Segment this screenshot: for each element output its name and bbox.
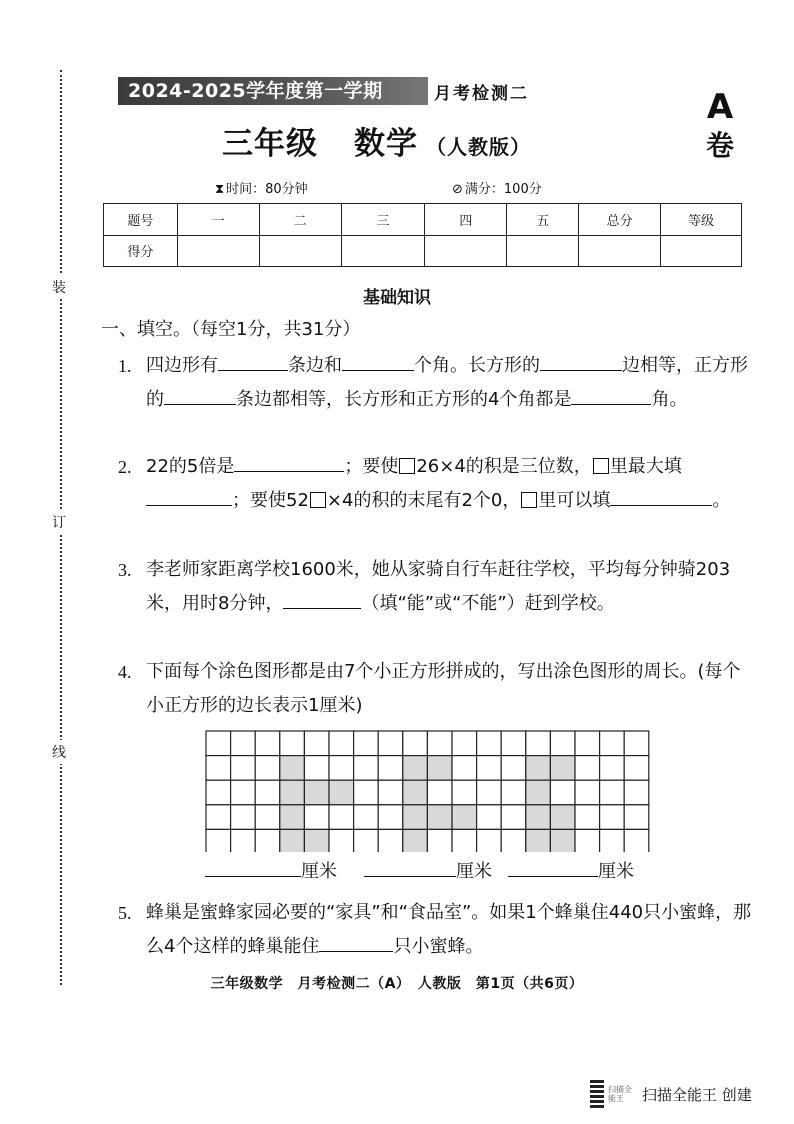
grid-cell [255, 731, 280, 756]
unit-label: 厘米 [456, 861, 492, 882]
grid-cell [501, 829, 526, 852]
question-text: ×4的积的末尾有2个0， [326, 490, 521, 511]
shaded-grid-cell [403, 756, 428, 781]
binding-char-ding: 订 [52, 510, 66, 534]
grid-cell [575, 756, 600, 781]
grid-cell [378, 829, 403, 852]
perimeter-answer-2 [364, 857, 492, 883]
part-heading: 一、填空。（每空1分，共31分） [101, 319, 361, 340]
digit-box [521, 492, 537, 508]
grid-cell [354, 780, 379, 805]
shaded-grid-cell [280, 780, 305, 805]
grid-cell [501, 731, 526, 756]
grid-cell [354, 829, 379, 852]
grid-cell [206, 829, 231, 852]
grid-cell [452, 756, 477, 781]
grid-cell [477, 731, 502, 756]
grid-cell [378, 780, 403, 805]
scanner-action: 创建 [721, 1085, 752, 1104]
grid-cell [550, 780, 575, 805]
grid-cell [477, 756, 502, 781]
shaded-grid-cell [526, 805, 551, 830]
binding-char-zhuang: 装 [52, 275, 66, 299]
score-table-score-row [104, 235, 742, 267]
question-text: 条边和 [288, 355, 342, 376]
scanner-label: 扫描全能王 [642, 1085, 718, 1104]
grid-cell [378, 756, 403, 781]
grid-cell [255, 829, 280, 852]
grid-cell [304, 805, 329, 830]
grid-cell [329, 829, 354, 852]
question-text: ；要使 [344, 456, 399, 477]
grid-cell [427, 731, 452, 756]
perimeter-answer-1 [205, 857, 337, 883]
question-text: 个角。长方形的 [414, 355, 540, 376]
grid-cell [477, 780, 502, 805]
paper-letter: A [706, 87, 734, 127]
table-cell: 三 [341, 204, 425, 236]
grid-cell [624, 731, 649, 756]
grid-cell [280, 731, 305, 756]
question-text: ；要使52 [232, 490, 309, 511]
question-4 [118, 655, 758, 723]
full-score-text: 满分：100分 [464, 182, 542, 197]
shaded-grid-cell [550, 829, 575, 852]
question-text: 里最大填 [609, 456, 682, 477]
answer-blank[interactable] [164, 385, 236, 405]
grid-cell [624, 829, 649, 852]
grid-cell [354, 756, 379, 781]
grid-cell [624, 756, 649, 781]
grid-cell [452, 829, 477, 852]
grid-cell [255, 780, 280, 805]
question-text: 。 [712, 490, 731, 511]
shaded-grid-cell [550, 805, 575, 830]
grid-cell [231, 780, 256, 805]
question-text: 26×4的积是三位数， [416, 456, 592, 477]
grid-cell [206, 780, 231, 805]
shaded-grid-cell [427, 756, 452, 781]
answer-blank[interactable] [508, 857, 598, 877]
table-cell: 题号 [104, 204, 178, 236]
shaded-grid-cell [329, 780, 354, 805]
table-cell: 四 [425, 204, 507, 236]
term-banner: 2024-2025学年度第一学期 [118, 77, 428, 105]
grid-cell [427, 829, 452, 852]
answer-blank[interactable] [571, 385, 651, 405]
table-cell: 总分 [579, 204, 661, 236]
score-cell[interactable] [259, 235, 341, 267]
grid-cell [231, 829, 256, 852]
question-5 [118, 896, 758, 964]
question-1 [118, 349, 758, 417]
shaded-grid-cell [526, 756, 551, 781]
score-cell[interactable] [341, 235, 425, 267]
question-text: 条边都相等，长方形和正方形的4个角都是 [236, 389, 572, 410]
shaded-grid-cell [280, 805, 305, 830]
shaded-grid-cell [280, 829, 305, 852]
page-title [222, 118, 531, 163]
question-text: 22的5倍是 [146, 456, 235, 477]
scanner-logo-text: 扫描全能王 [608, 1085, 632, 1103]
section-title: 基础知识 [363, 288, 431, 308]
grid-cell [304, 756, 329, 781]
grid-cell [206, 805, 231, 830]
question-number: 4. [118, 662, 132, 682]
grid-cell [452, 731, 477, 756]
grid-cell [550, 731, 575, 756]
grid-cell [600, 780, 625, 805]
question-text: 里可以填 [538, 490, 611, 511]
answer-blank[interactable] [234, 452, 344, 472]
grid-cell [600, 829, 625, 852]
answer-blank[interactable] [540, 351, 622, 371]
shaded-grid-cell [403, 805, 428, 830]
unit-label: 厘米 [598, 861, 634, 882]
scanner-watermark [590, 1080, 752, 1108]
grid-cell [206, 756, 231, 781]
shaded-grid-cell [403, 829, 428, 852]
grid-cell [354, 731, 379, 756]
grid-cell [526, 731, 551, 756]
question-3 [118, 553, 758, 621]
table-cell: 一 [177, 204, 259, 236]
shaded-grid-cell [304, 829, 329, 852]
question-text: 蜂巢是蜜蜂家园必要的“家具”和“食品室”。如果1个蜂巢住440只小蜜蜂，那么4个这样的蜂巢能住 [146, 902, 752, 957]
grid-cell [378, 731, 403, 756]
grid-cell [624, 780, 649, 805]
answer-blank[interactable] [319, 932, 393, 952]
grid-cell [255, 805, 280, 830]
grid-cell [624, 805, 649, 830]
shaded-grid-cell [304, 780, 329, 805]
grid-cell [231, 805, 256, 830]
grid-cell [304, 731, 329, 756]
question-text: 李老师家距离学校1600米，她从家骑自行车赶往学校，平均每分钟骑203米，用时8分钟， [146, 559, 731, 614]
grid-cell [575, 829, 600, 852]
grid-cell [329, 805, 354, 830]
grid-cell [231, 731, 256, 756]
square-grid-figure [205, 730, 653, 852]
score-cell[interactable] [177, 235, 259, 267]
table-cell: 等级 [661, 204, 742, 236]
question-body: 下面每个涂色图形都是由7个小正方形拼成的，写出涂色图形的周长。(每个小正方形的边长表示1厘米) [146, 661, 741, 716]
question-text: 角。 [651, 389, 688, 410]
grid-cell [206, 731, 231, 756]
grid-cell [255, 756, 280, 781]
grid-cell [231, 756, 256, 781]
grid-cell [452, 780, 477, 805]
grid-cell [600, 805, 625, 830]
grid-cell [329, 756, 354, 781]
digit-box [310, 492, 326, 508]
question-text: （填“能”或“不能”）赶到学校。 [361, 593, 615, 614]
question-text: 只小蜜蜂。 [393, 936, 484, 957]
exam-name: 月考检测二 [434, 84, 529, 104]
score-cell[interactable] [661, 235, 742, 267]
grid-cell [600, 756, 625, 781]
grid-cell [378, 805, 403, 830]
grid-cell [501, 780, 526, 805]
question-body [146, 896, 758, 964]
grid-cell [329, 731, 354, 756]
binding-char-xian: 线 [52, 740, 66, 764]
grid-cell [477, 829, 502, 852]
hourglass-icon: ⧗ [215, 182, 225, 197]
score-table [103, 203, 742, 267]
paper-version-mark [700, 88, 740, 166]
table-cell: 得分 [104, 235, 178, 267]
grid-cell [501, 756, 526, 781]
grid-cell [575, 731, 600, 756]
answer-blank[interactable] [205, 857, 301, 877]
check-circle-icon: ⊘ [452, 182, 463, 197]
question-number: 2. [118, 457, 132, 477]
paper-suffix: 卷 [705, 129, 734, 162]
score-cell[interactable] [507, 235, 579, 267]
question-body [146, 349, 758, 417]
page-footer: 三年级数学 月考检测二（A） 人教版 第1页（共6页） [210, 976, 584, 992]
shaded-grid-cell [550, 756, 575, 781]
score-cell[interactable] [425, 235, 507, 267]
grid-cell [501, 805, 526, 830]
grid-cell [403, 731, 428, 756]
edition-label: （人教版） [426, 135, 531, 159]
shaded-grid-cell [452, 805, 477, 830]
qr-code-icon [590, 1080, 604, 1108]
shaded-grid-cell [280, 756, 305, 781]
grid-cell [575, 780, 600, 805]
grid-cell [427, 780, 452, 805]
grade-label: 三年级 [222, 126, 318, 162]
table-cell: 五 [507, 204, 579, 236]
shaded-grid-cell [427, 805, 452, 830]
question-text: 边相等，正方形的 [146, 355, 748, 410]
question-2 [118, 450, 758, 518]
table-cell: 二 [259, 204, 341, 236]
question-body [146, 450, 758, 518]
answer-blank[interactable] [218, 351, 288, 371]
answer-blank[interactable] [610, 486, 712, 506]
score-info [452, 178, 542, 197]
unit-label: 厘米 [301, 861, 337, 882]
question-number: 3. [118, 560, 132, 580]
score-table-header-row [104, 204, 742, 236]
grid-cell [354, 805, 379, 830]
answer-blank[interactable] [364, 857, 456, 877]
question-body [146, 553, 758, 621]
time-info [215, 178, 308, 197]
answer-blank[interactable] [283, 589, 361, 609]
score-cell[interactable] [579, 235, 661, 267]
subject-label: 数学 [354, 126, 418, 162]
grid-cell [600, 731, 625, 756]
question-number: 1. [118, 356, 132, 376]
answer-blank[interactable] [342, 351, 414, 371]
question-number: 5. [118, 903, 132, 923]
digit-box [399, 458, 415, 474]
question-text: 四边形有 [146, 355, 218, 376]
answer-blank[interactable] [146, 486, 232, 506]
shaded-grid-cell [526, 780, 551, 805]
grid-cell [575, 805, 600, 830]
perimeter-answer-3 [508, 857, 634, 883]
shaded-grid-cell [526, 829, 551, 852]
grid-cell [477, 805, 502, 830]
shaded-grid-cell [403, 780, 428, 805]
time-text: 时间：80分钟 [226, 182, 308, 197]
digit-box [593, 458, 609, 474]
